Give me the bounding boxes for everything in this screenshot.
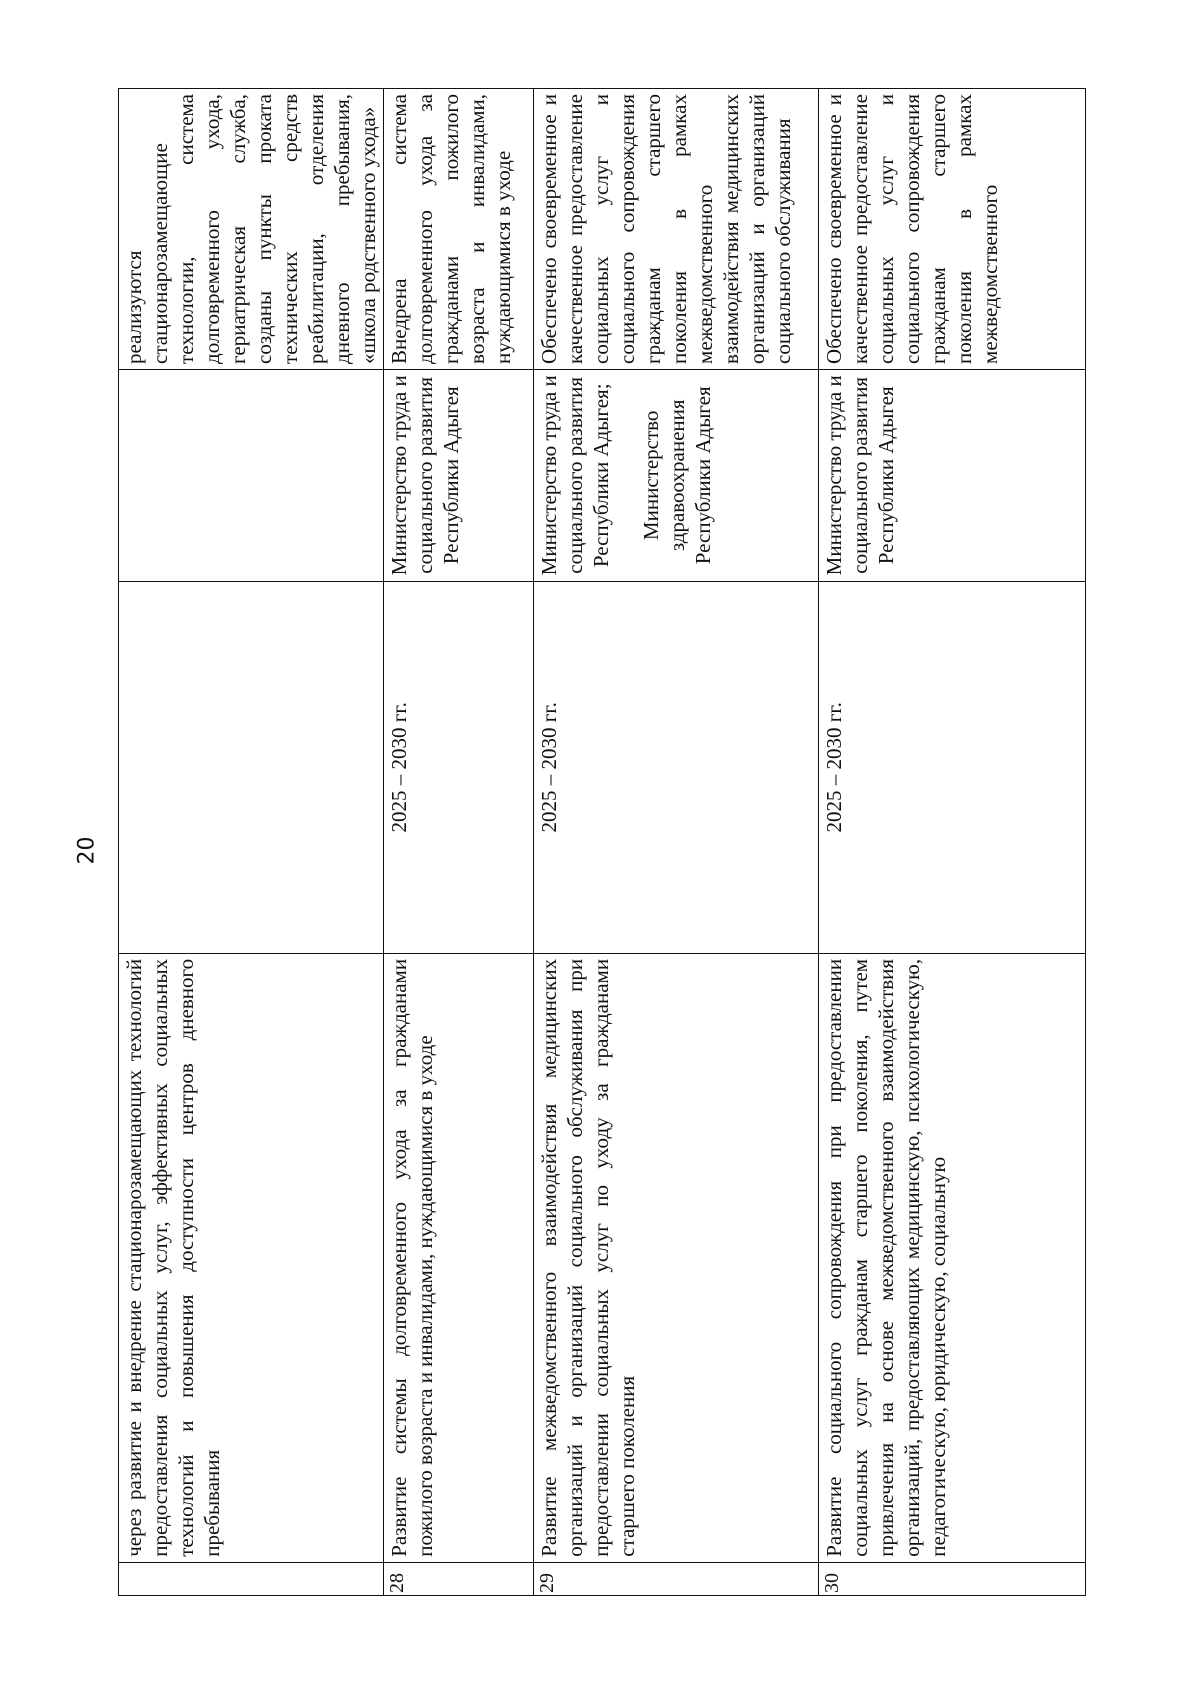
- measure-cell: через развитие и внедрение стационарозамещающих технологий предоставления социальных услуг, эффективных социальных технологий и повышения доступности центров дневного пребывания: [119, 953, 384, 1562]
- measures-table: [118, 88, 1086, 1596]
- row-number: [119, 1562, 384, 1595]
- period-cell: 2025 – 2030 гг.: [819, 581, 1086, 953]
- table-row: [534, 89, 819, 1596]
- measure-cell: Развитие межведомственного взаимодействия медицинских организаций и организаций социального обслуживания при предоставлении социальных услуг по уходу за гражданами старшего поколения: [534, 953, 819, 1562]
- table-row: [119, 89, 384, 1596]
- result-cell: Обеспечено своевременное и качественное предоставление социальных услуг и социального сопровождения гражданам старшего поколения в рамках межведомственного: [819, 89, 1086, 370]
- responsible-cell: [534, 369, 819, 581]
- row-number: 30: [819, 1562, 1086, 1595]
- measure-cell: Развитие системы долговременного ухода за гражданами пожилого возраста и инвалидами, нуждающимися в уходе: [384, 953, 534, 1562]
- period-cell: 2025 – 2030 гг.: [534, 581, 819, 953]
- measure-cell: Развитие социального сопровождения при предоставлении социальных услуг гражданам старшего поколения, путем привлечения на основе межведомственного взаимодействия организаций, предоставляющих медицинскую, психологическую, педагогическую, юридическую, социальную: [819, 953, 1086, 1562]
- responsible-cell: [119, 369, 384, 581]
- page-number: 20: [74, 836, 100, 865]
- rotated-table-container: [118, 88, 1068, 1596]
- period-cell: 2025 – 2030 гг.: [384, 581, 534, 953]
- responsible-org: Министерство труда и социального развития Республики Адыгея: [822, 375, 898, 576]
- table-row: [819, 89, 1086, 1596]
- responsible-cell: [384, 369, 534, 581]
- table-row: [384, 89, 534, 1596]
- responsible-org: Министерство здравоохранения Республики Адыгея: [639, 386, 715, 565]
- responsible-org: Министерство труда и социального развития Республики Адыгея;: [537, 375, 613, 576]
- result-cell: Обеспечено своевременное и качественное предоставление социальных услуг и социального сопровождения гражданам старшего поколения в рамках межведомственного взаимодействия медицинских организаций и организаций социального обслуживания: [534, 89, 819, 370]
- responsible-org: Министерство труда и социального развития Республики Адыгея: [387, 375, 463, 576]
- row-number: 29: [534, 1562, 819, 1595]
- result-cell: Внедрена система долговременного ухода за гражданами пожилого возраста и инвалидами, нуждающимися в уходе: [384, 89, 534, 370]
- row-number: 28: [384, 1562, 534, 1595]
- responsible-cell: [819, 369, 1086, 581]
- period-cell: [119, 581, 384, 953]
- result-cell: реализуются стационарозамещающие технологии, система долговременного ухода, гериатрическая служба, созданы пункты проката технических средств реабилитации, отделения дневного пребывания, «школа родственного ухода»: [119, 89, 384, 370]
